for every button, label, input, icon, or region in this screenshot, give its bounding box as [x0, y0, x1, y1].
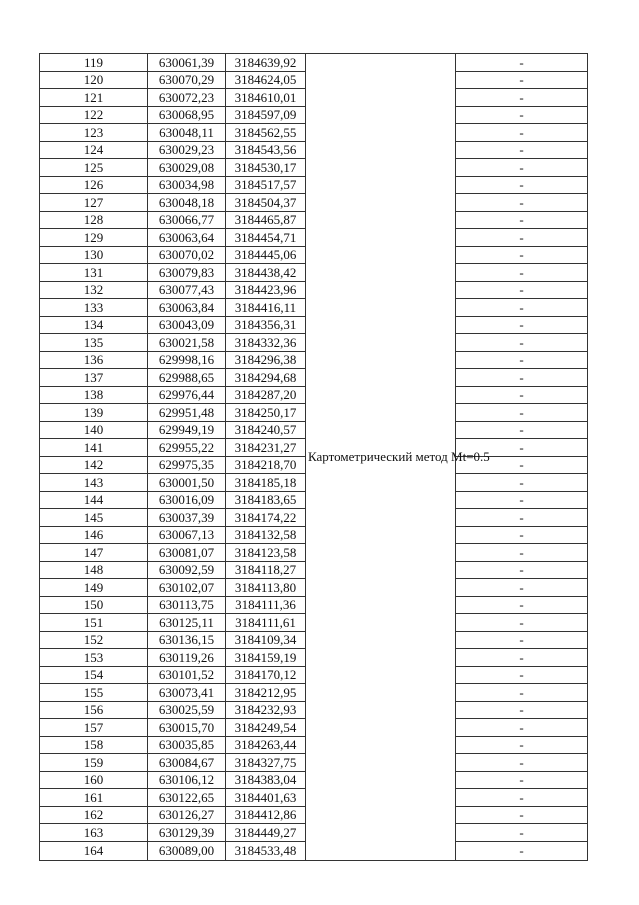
point-number-cell: 140 [40, 421, 148, 439]
y-coordinate-cell: 3184517,57 [226, 176, 306, 194]
y-coordinate-cell: 3184111,61 [226, 614, 306, 632]
x-coordinate-cell: 629951,48 [148, 404, 226, 422]
y-coordinate-cell: 3184240,57 [226, 421, 306, 439]
accuracy-cell: - [456, 719, 588, 737]
y-coordinate-cell: 3184639,92 [226, 54, 306, 72]
x-coordinate-cell: 630070,29 [148, 71, 226, 89]
accuracy-cell: - [456, 246, 588, 264]
accuracy-cell: - [456, 789, 588, 807]
y-coordinate-cell: 3184232,93 [226, 701, 306, 719]
x-coordinate-cell: 630072,23 [148, 89, 226, 107]
accuracy-cell: - [456, 771, 588, 789]
point-number-cell: 125 [40, 159, 148, 177]
x-coordinate-cell: 630001,50 [148, 474, 226, 492]
point-number-cell: 164 [40, 841, 148, 860]
y-coordinate-cell: 3184438,42 [226, 264, 306, 282]
y-coordinate-cell: 3184231,27 [226, 439, 306, 457]
y-coordinate-cell: 3184118,27 [226, 561, 306, 579]
accuracy-cell: - [456, 369, 588, 387]
accuracy-cell: - [456, 666, 588, 684]
method-cell: Картометрический метод Mt=0.5 [306, 54, 456, 861]
y-coordinate-cell: 3184562,55 [226, 124, 306, 142]
x-coordinate-cell: 629975,35 [148, 456, 226, 474]
coordinates-table [39, 53, 588, 861]
x-coordinate-cell: 630081,07 [148, 544, 226, 562]
x-coordinate-cell: 630063,64 [148, 229, 226, 247]
y-coordinate-cell: 3184533,48 [226, 841, 306, 860]
x-coordinate-cell: 629988,65 [148, 369, 226, 387]
accuracy-cell: - [456, 526, 588, 544]
point-number-cell: 138 [40, 386, 148, 404]
x-coordinate-cell: 630119,26 [148, 649, 226, 667]
accuracy-cell: - [456, 596, 588, 614]
accuracy-cell: - [456, 299, 588, 317]
accuracy-cell: - [456, 54, 588, 72]
x-coordinate-cell: 630037,39 [148, 509, 226, 527]
point-number-cell: 122 [40, 106, 148, 124]
accuracy-cell: - [456, 754, 588, 772]
point-number-cell: 153 [40, 649, 148, 667]
x-coordinate-cell: 630125,11 [148, 614, 226, 632]
y-coordinate-cell: 3184445,06 [226, 246, 306, 264]
accuracy-cell: - [456, 159, 588, 177]
point-number-cell: 144 [40, 491, 148, 509]
point-number-cell: 120 [40, 71, 148, 89]
accuracy-cell: - [456, 736, 588, 754]
x-coordinate-cell: 630102,07 [148, 579, 226, 597]
y-coordinate-cell: 3184597,09 [226, 106, 306, 124]
x-coordinate-cell: 630068,95 [148, 106, 226, 124]
y-coordinate-cell: 3184610,01 [226, 89, 306, 107]
y-coordinate-cell: 3184401,63 [226, 789, 306, 807]
x-coordinate-cell: 630029,08 [148, 159, 226, 177]
x-coordinate-cell: 630079,83 [148, 264, 226, 282]
coordinates-table-body [40, 54, 588, 861]
accuracy-cell: - [456, 106, 588, 124]
point-number-cell: 160 [40, 771, 148, 789]
accuracy-cell: - [456, 474, 588, 492]
point-number-cell: 142 [40, 456, 148, 474]
accuracy-cell: - [456, 124, 588, 142]
y-coordinate-cell: 3184624,05 [226, 71, 306, 89]
x-coordinate-cell: 630035,85 [148, 736, 226, 754]
point-number-cell: 130 [40, 246, 148, 264]
point-number-cell: 127 [40, 194, 148, 212]
x-coordinate-cell: 629955,22 [148, 439, 226, 457]
y-coordinate-cell: 3184287,20 [226, 386, 306, 404]
point-number-cell: 126 [40, 176, 148, 194]
point-number-cell: 124 [40, 141, 148, 159]
y-coordinate-cell: 3184218,70 [226, 456, 306, 474]
accuracy-cell: - [456, 631, 588, 649]
accuracy-cell: - [456, 824, 588, 842]
point-number-cell: 141 [40, 439, 148, 457]
y-coordinate-cell: 3184449,27 [226, 824, 306, 842]
x-coordinate-cell: 630073,41 [148, 684, 226, 702]
x-coordinate-cell: 630113,75 [148, 596, 226, 614]
accuracy-cell: - [456, 439, 588, 457]
y-coordinate-cell: 3184185,18 [226, 474, 306, 492]
y-coordinate-cell: 3184294,68 [226, 369, 306, 387]
y-coordinate-cell: 3184249,54 [226, 719, 306, 737]
point-number-cell: 159 [40, 754, 148, 772]
accuracy-cell: - [456, 264, 588, 282]
point-number-cell: 119 [40, 54, 148, 72]
y-coordinate-cell: 3184296,38 [226, 351, 306, 369]
accuracy-cell: - [456, 176, 588, 194]
accuracy-cell: - [456, 334, 588, 352]
x-coordinate-cell: 630067,13 [148, 526, 226, 544]
point-number-cell: 123 [40, 124, 148, 142]
x-coordinate-cell: 630084,67 [148, 754, 226, 772]
table-row [40, 54, 588, 72]
accuracy-cell: - [456, 229, 588, 247]
point-number-cell: 152 [40, 631, 148, 649]
x-coordinate-cell: 630136,15 [148, 631, 226, 649]
point-number-cell: 158 [40, 736, 148, 754]
accuracy-cell: - [456, 386, 588, 404]
x-coordinate-cell: 630101,52 [148, 666, 226, 684]
y-coordinate-cell: 3184412,86 [226, 806, 306, 824]
y-coordinate-cell: 3184250,17 [226, 404, 306, 422]
x-coordinate-cell: 629949,19 [148, 421, 226, 439]
x-coordinate-cell: 630015,70 [148, 719, 226, 737]
accuracy-cell: - [456, 211, 588, 229]
x-coordinate-cell: 630048,11 [148, 124, 226, 142]
accuracy-cell: - [456, 456, 588, 474]
point-number-cell: 162 [40, 806, 148, 824]
point-number-cell: 147 [40, 544, 148, 562]
y-coordinate-cell: 3184465,87 [226, 211, 306, 229]
accuracy-cell: - [456, 421, 588, 439]
accuracy-cell: - [456, 614, 588, 632]
x-coordinate-cell: 630089,00 [148, 841, 226, 860]
point-number-cell: 143 [40, 474, 148, 492]
accuracy-cell: - [456, 281, 588, 299]
point-number-cell: 161 [40, 789, 148, 807]
x-coordinate-cell: 630061,39 [148, 54, 226, 72]
point-number-cell: 146 [40, 526, 148, 544]
accuracy-cell: - [456, 649, 588, 667]
point-number-cell: 134 [40, 316, 148, 334]
x-coordinate-cell: 630034,98 [148, 176, 226, 194]
y-coordinate-cell: 3184383,04 [226, 771, 306, 789]
point-number-cell: 157 [40, 719, 148, 737]
point-number-cell: 136 [40, 351, 148, 369]
x-coordinate-cell: 630063,84 [148, 299, 226, 317]
point-number-cell: 139 [40, 404, 148, 422]
point-number-cell: 128 [40, 211, 148, 229]
y-coordinate-cell: 3184327,75 [226, 754, 306, 772]
point-number-cell: 129 [40, 229, 148, 247]
point-number-cell: 150 [40, 596, 148, 614]
accuracy-cell: - [456, 351, 588, 369]
y-coordinate-cell: 3184212,95 [226, 684, 306, 702]
y-coordinate-cell: 3184504,37 [226, 194, 306, 212]
accuracy-cell: - [456, 544, 588, 562]
x-coordinate-cell: 629998,16 [148, 351, 226, 369]
point-number-cell: 151 [40, 614, 148, 632]
accuracy-cell: - [456, 71, 588, 89]
point-number-cell: 132 [40, 281, 148, 299]
accuracy-cell: - [456, 89, 588, 107]
accuracy-cell: - [456, 194, 588, 212]
y-coordinate-cell: 3184111,36 [226, 596, 306, 614]
point-number-cell: 155 [40, 684, 148, 702]
point-number-cell: 145 [40, 509, 148, 527]
x-coordinate-cell: 630106,12 [148, 771, 226, 789]
point-number-cell: 149 [40, 579, 148, 597]
point-number-cell: 163 [40, 824, 148, 842]
accuracy-cell: - [456, 316, 588, 334]
x-coordinate-cell: 630021,58 [148, 334, 226, 352]
point-number-cell: 156 [40, 701, 148, 719]
y-coordinate-cell: 3184356,31 [226, 316, 306, 334]
accuracy-cell: - [456, 806, 588, 824]
point-number-cell: 133 [40, 299, 148, 317]
accuracy-cell: - [456, 561, 588, 579]
point-number-cell: 137 [40, 369, 148, 387]
accuracy-cell: - [456, 491, 588, 509]
x-coordinate-cell: 630025,59 [148, 701, 226, 719]
y-coordinate-cell: 3184113,80 [226, 579, 306, 597]
point-number-cell: 121 [40, 89, 148, 107]
x-coordinate-cell: 629976,44 [148, 386, 226, 404]
y-coordinate-cell: 3184416,11 [226, 299, 306, 317]
y-coordinate-cell: 3184263,44 [226, 736, 306, 754]
x-coordinate-cell: 630016,09 [148, 491, 226, 509]
point-number-cell: 135 [40, 334, 148, 352]
point-number-cell: 154 [40, 666, 148, 684]
x-coordinate-cell: 630043,09 [148, 316, 226, 334]
y-coordinate-cell: 3184332,36 [226, 334, 306, 352]
y-coordinate-cell: 3184423,96 [226, 281, 306, 299]
accuracy-cell: - [456, 701, 588, 719]
x-coordinate-cell: 630129,39 [148, 824, 226, 842]
y-coordinate-cell: 3184159,19 [226, 649, 306, 667]
x-coordinate-cell: 630066,77 [148, 211, 226, 229]
y-coordinate-cell: 3184183,65 [226, 491, 306, 509]
x-coordinate-cell: 630126,27 [148, 806, 226, 824]
accuracy-cell: - [456, 509, 588, 527]
accuracy-cell: - [456, 841, 588, 860]
accuracy-cell: - [456, 579, 588, 597]
x-coordinate-cell: 630070,02 [148, 246, 226, 264]
y-coordinate-cell: 3184543,56 [226, 141, 306, 159]
y-coordinate-cell: 3184109,34 [226, 631, 306, 649]
accuracy-cell: - [456, 684, 588, 702]
y-coordinate-cell: 3184170,12 [226, 666, 306, 684]
y-coordinate-cell: 3184174,22 [226, 509, 306, 527]
x-coordinate-cell: 630077,43 [148, 281, 226, 299]
point-number-cell: 131 [40, 264, 148, 282]
y-coordinate-cell: 3184123,58 [226, 544, 306, 562]
x-coordinate-cell: 630122,65 [148, 789, 226, 807]
y-coordinate-cell: 3184132,58 [226, 526, 306, 544]
accuracy-cell: - [456, 404, 588, 422]
y-coordinate-cell: 3184454,71 [226, 229, 306, 247]
x-coordinate-cell: 630092,59 [148, 561, 226, 579]
point-number-cell: 148 [40, 561, 148, 579]
x-coordinate-cell: 630029,23 [148, 141, 226, 159]
y-coordinate-cell: 3184530,17 [226, 159, 306, 177]
accuracy-cell: - [456, 141, 588, 159]
x-coordinate-cell: 630048,18 [148, 194, 226, 212]
